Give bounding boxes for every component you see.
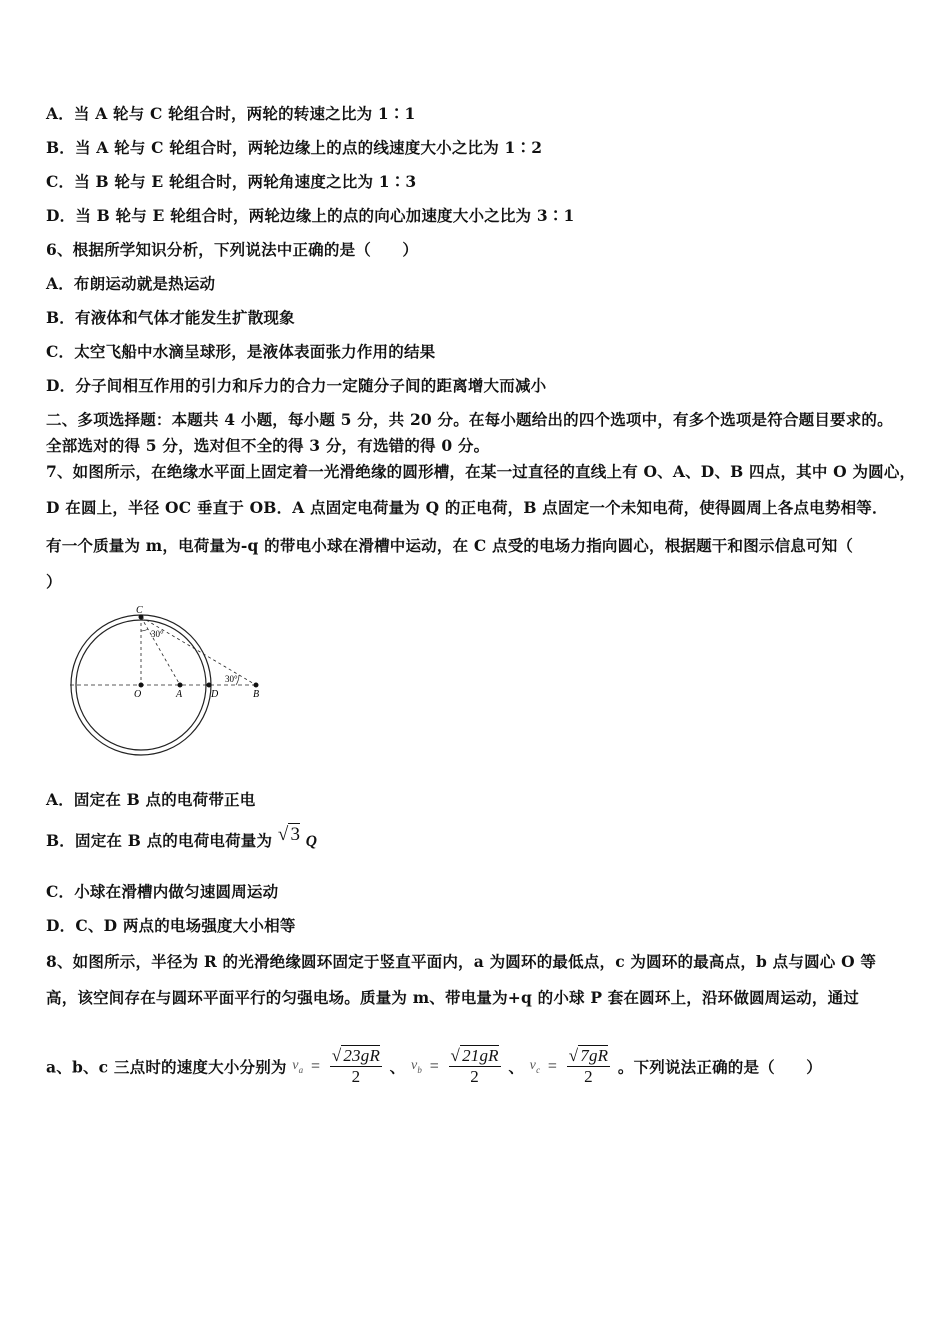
vc-numerator (567, 1046, 611, 1066)
q8-stem-line2: 高，该空间存在与圆环平面平行的匀强电场。质量为 m、带电量为+q 的小球 P 套在圆环上，沿环做圆周运动，通过 (46, 988, 859, 1007)
q6-option-d: D．分子间相互作用的引力和斥力的合力一定随分子间的距离增大而减小 (46, 376, 547, 395)
q8-stem-line1: 8、如图所示，半径为 R 的光滑绝缘圆环固定于竖直平面内，a 为圆环的最低点，c 为圆环的最高点，b 点与圆心 O 等 (46, 952, 877, 971)
vb-symbol (411, 1058, 422, 1073)
vb-denominator: 2 (470, 1067, 479, 1086)
line-cb (141, 617, 256, 685)
va-symbol (292, 1058, 303, 1073)
q7-stem-line1: 7、如图所示，在绝缘水平面上固定着一光滑绝缘的圆形槽，在某一过直径的直线上有 O、A、D、B 四点，其中 O 为圆心， (46, 462, 916, 481)
va-numerator (330, 1046, 382, 1066)
label-angle-right: 30° (225, 674, 238, 684)
q7-option-b-suffix: Q (305, 833, 318, 850)
point-a (178, 683, 183, 688)
vc-denominator: 2 (584, 1067, 593, 1086)
point-o (139, 683, 144, 688)
q8-stem-line3 (46, 1046, 822, 1087)
sep-2: 、 (508, 1057, 525, 1077)
vc-radicand: 7gR (580, 1046, 609, 1065)
vb-fraction (449, 1046, 501, 1087)
q7-circle-diagram (60, 600, 280, 770)
va-radicand: 23gR (343, 1046, 381, 1065)
vc-equals: = (547, 1057, 558, 1075)
q6-option-b: B．有液体和气体才能发生扩散现象 (46, 308, 295, 327)
section2-heading-line1: 二、多项选择题：本题共 4 小题，每小题 5 分，共 20 分。在每小题给出的四个选项中，有多个选项是符合题目要求的。 (46, 410, 893, 429)
vb-radicand: 21gR (462, 1046, 499, 1065)
vc-fraction (567, 1046, 611, 1087)
vc-symbol (530, 1058, 541, 1073)
point-b (254, 683, 259, 688)
angle-arc-top (141, 629, 148, 631)
q7-stem-line4: ） (46, 572, 62, 591)
q6-stem: 6、根据所学知识分析，下列说法中正确的是（ ） (46, 240, 419, 259)
label-b: B (253, 689, 260, 700)
point-d (207, 683, 212, 688)
q7-stem-line2: D 在圆上，半径 OC 垂直于 OB．A 点固定电荷量为 Q 的正电荷，B 点固定一个未知电荷，使得圆周上各点电势相等． (46, 498, 888, 517)
section2-heading-line2: 全部选对的得 5 分，选对但不全的得 3 分，有选错的得 0 分。 (46, 436, 490, 455)
sqrt-icon-c: √ (568, 1046, 579, 1065)
label-o: O (134, 689, 142, 700)
q6-option-a: A．布朗运动就是热运动 (46, 274, 216, 293)
va-equals: = (310, 1057, 321, 1075)
q7-option-c: C．小球在滑槽内做匀速圆周运动 (46, 882, 279, 901)
q7-option-b (46, 824, 317, 851)
q5-option-d: D．当 B 轮与 E 轮组合时，两轮边缘上的点的向心加速度大小之比为 3∶1 (46, 206, 575, 225)
label-a: A (176, 689, 183, 700)
q7-option-b-prefix: B．固定在 B 点的电荷电荷量为 (46, 831, 273, 850)
q5-option-c: C．当 B 轮与 E 轮组合时，两轮角速度之比为 1∶3 (46, 172, 417, 191)
q7-option-d: D．C、D 两点的电场强度大小相等 (46, 916, 296, 935)
line-ca (141, 617, 180, 685)
q8-line3-suffix: 。下列说法正确的是（ ） (617, 1057, 822, 1077)
sqrt-icon-a: √ (331, 1046, 342, 1065)
q6-option-c: C．太空飞船中水滴呈球形，是液体表面张力作用的结果 (46, 342, 436, 361)
vb-letter: v (410, 1058, 418, 1074)
va-fraction (330, 1046, 382, 1087)
label-d: D (211, 689, 219, 700)
sep-1: 、 (389, 1057, 406, 1077)
q7-option-b-root: 3 (290, 824, 301, 845)
q8-line3-prefix: a、b、c 三点时的速度大小分别为 (46, 1057, 287, 1077)
va-letter: v (292, 1058, 299, 1074)
vb-subscript: b (417, 1064, 423, 1075)
va-subscript: a (298, 1064, 304, 1075)
vc-subscript: c (536, 1064, 541, 1075)
label-angle-top: 30° (151, 629, 164, 639)
va-denominator: 2 (351, 1067, 361, 1086)
vb-numerator (449, 1046, 501, 1066)
q7-stem-line3: 有一个质量为 m，电荷量为-q 的带电小球在滑槽中运动，在 C 点受的电场力指向圆心，根据题干和图示信息可知（ (46, 536, 854, 555)
label-c: C (136, 605, 143, 616)
sqrt-icon-b: √ (450, 1046, 461, 1065)
sqrt-symbol-icon: √ 3 (277, 824, 301, 845)
vb-equals: = (429, 1057, 439, 1075)
q7-option-a: A．固定在 B 点的电荷带正电 (46, 790, 256, 809)
vc-letter: v (529, 1058, 537, 1074)
q5-option-a: A．当 A 轮与 C 轮组合时，两轮的转速之比为 1∶1 (46, 104, 416, 123)
q5-option-b: B．当 A 轮与 C 轮组合时，两轮边缘上的点的线速度大小之比为 1∶2 (46, 138, 543, 157)
